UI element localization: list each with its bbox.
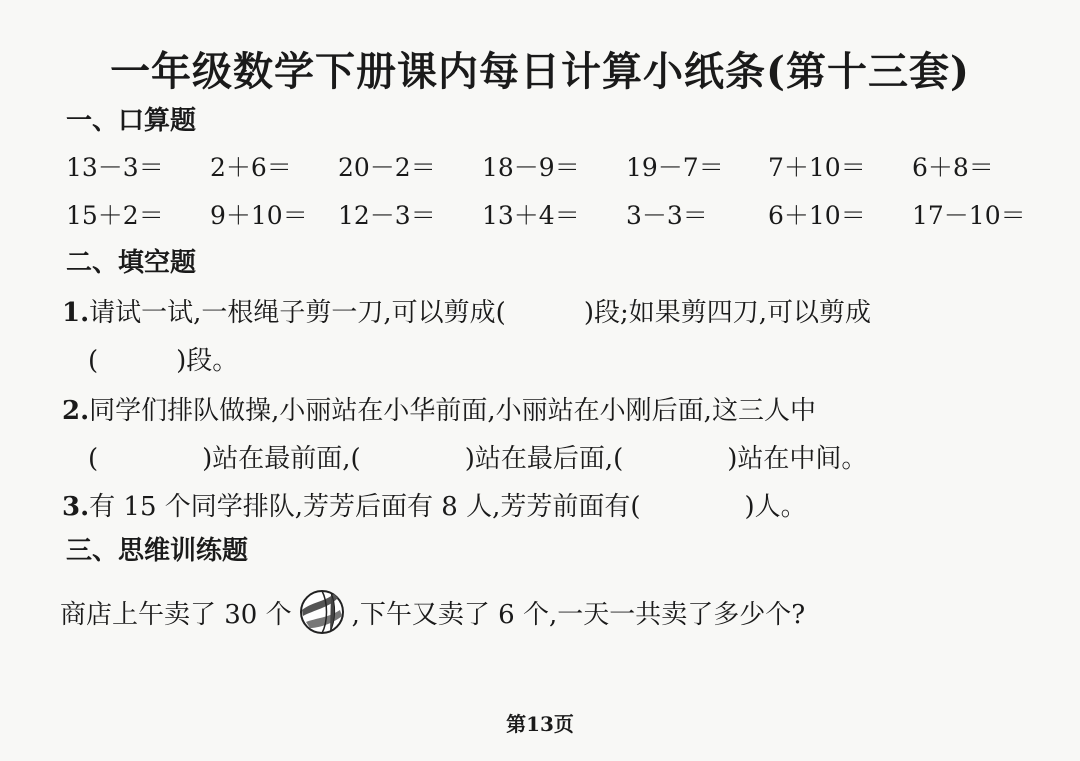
arithmetic-problem: 17－10＝ xyxy=(912,201,1026,230)
arithmetic-problem: 7＋10＝ xyxy=(768,153,866,182)
section-heading-thinking-training: 三、思维训练题 xyxy=(66,536,249,566)
word-problem xyxy=(60,588,805,636)
question-1-line-1 xyxy=(62,292,871,329)
arithmetic-problem: 6＋10＝ xyxy=(768,201,866,230)
question-number: 2. xyxy=(62,396,90,426)
section-heading-fill-in-blank: 二、填空题 xyxy=(66,248,197,278)
arithmetic-problem: 2＋6＝ xyxy=(210,153,292,182)
arithmetic-problem: 18－9＝ xyxy=(482,153,580,182)
question-text: 同学们排队做操,小丽站在小华前面,小丽站在小刚后面,这三人中 xyxy=(89,396,816,426)
arithmetic-problem: 6＋8＝ xyxy=(912,153,994,182)
arithmetic-problem: 20－2＝ xyxy=(338,153,436,182)
arithmetic-problem: 12－3＝ xyxy=(338,201,436,230)
arithmetic-problem: 13＋4＝ xyxy=(482,201,580,230)
arithmetic-problem: 3－3＝ xyxy=(626,201,708,230)
arithmetic-row-2 xyxy=(0,196,1080,232)
question-1-line-2: ( )段。 xyxy=(88,346,239,376)
arithmetic-problem: 13－3＝ xyxy=(66,153,164,182)
arithmetic-problem: 15＋2＝ xyxy=(66,201,164,230)
arithmetic-row-1 xyxy=(0,148,1080,184)
question-number: 1. xyxy=(62,298,90,328)
word-problem-text-after: ,下午又卖了 6 个,一天一共卖了多少个? xyxy=(351,599,806,630)
arithmetic-problem: 9＋10＝ xyxy=(210,201,308,230)
question-text: 请试一试,一根绳子剪一刀,可以剪成( )段;如果剪四刀,可以剪成 xyxy=(89,298,871,328)
page-number: 第13页 xyxy=(506,712,574,736)
question-3-line-1 xyxy=(62,486,807,523)
question-number: 3. xyxy=(62,492,90,522)
word-problem-text-before: 商店上午卖了 30 个 xyxy=(60,599,292,630)
question-2-line-2: ( )站在最前面,( )站在最后面,( )站在中间。 xyxy=(88,444,868,474)
page-title: 一年级数学下册课内每日计算小纸条(第十三套) xyxy=(110,48,970,95)
question-text: 有 15 个同学排队,芳芳后面有 8 人,芳芳前面有( )人。 xyxy=(89,492,807,522)
beach-ball-icon xyxy=(298,588,346,636)
question-2-line-1 xyxy=(62,390,816,427)
section-heading-oral-arithmetic: 一、口算题 xyxy=(66,106,197,136)
arithmetic-problem: 19－7＝ xyxy=(626,153,724,182)
